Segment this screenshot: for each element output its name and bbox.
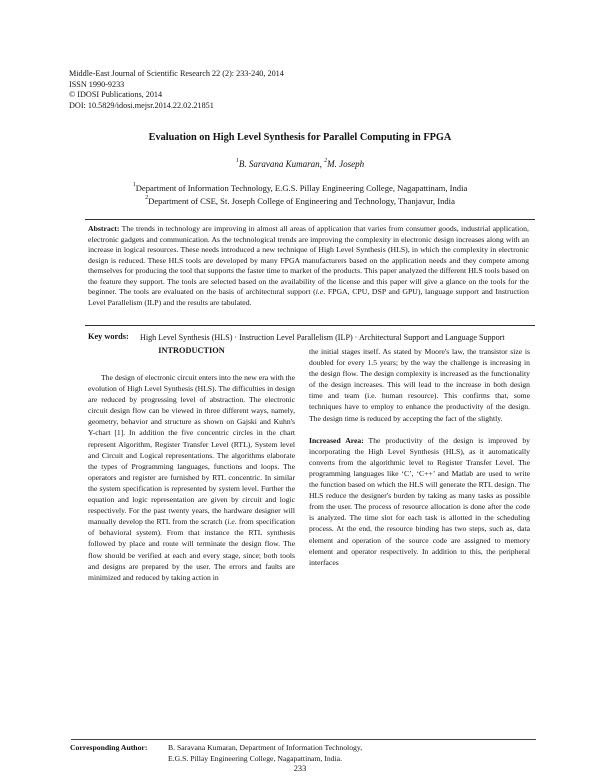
page-number: 233 — [293, 764, 307, 773]
author-1-mark: 1 — [235, 158, 239, 164]
keywords-text: High Level Synthesis (HLS) · Instruction Level Parallelism (ILP) · Architectural Support and Language Support — [140, 333, 505, 342]
journal-doi: DOI: 10.5829/idosi.mejsr.2014.22.02.21851 — [69, 100, 214, 110]
footer-rule — [71, 739, 536, 740]
increased-area-heading: Increased Area: — [309, 435, 364, 445]
abstract-top-rule — [85, 219, 535, 220]
intro-paragraph-continued: the initial stages itself. As stated by Moore's law, the transistor size is doubled for every 1.5 years; by the way the challenge is increasing in the design flow. The design complexity is increased as the functionality of the design increases. This will lead to the increase in both design time and team (i.e. human resource). This confirms that, some techniques have to employ to enhance the productivity of the design. The design time is reduced by accepting the fact of the slightly. — [309, 347, 530, 423]
abstract-block — [88, 224, 529, 308]
abstract-label: Abstract: — [88, 224, 120, 233]
intro-p1-ie: i.e. — [227, 517, 237, 527]
left-column — [88, 372, 295, 583]
affiliation-1-mark: 1 — [132, 182, 136, 188]
intro-p1-text-b: from specification of behavioral system). From that instance the RTL synthesis followed by place and route will terminate the design flow. The flow should be verified at each and every stage, since; both tools and designs are prepared by the user. The errors and faults are minimized and reduced by taking action in — [88, 517, 295, 582]
corresponding-author-line-2: E.G.S. Pillay Engineering College, Nagapattinam, India. — [168, 753, 342, 763]
journal-citation: Middle-East Journal of Scientific Research 22 (2): 233-240, 2014 — [69, 69, 284, 78]
author-2: M. Joseph — [327, 159, 365, 169]
intro-paragraph-1 — [88, 372, 295, 583]
author-2-mark: 2 — [324, 158, 328, 164]
corresponding-author-label: Corresponding Author: — [70, 743, 148, 752]
paper-title: Evaluation on High Level Synthesis for Parallel Computing in FPGA — [148, 132, 452, 143]
author-1: B. Saravana Kumaran, — [238, 159, 325, 169]
affiliation-2-mark: 2 — [145, 195, 149, 201]
corresponding-author-line-1: B. Saravana Kumaran, Department of Information Technology, — [168, 743, 363, 752]
journal-issn: ISSN 1990-9233 — [69, 79, 125, 89]
affiliation-2 — [0, 196, 600, 206]
abstract-bottom-rule — [85, 325, 535, 326]
journal-header — [69, 69, 489, 111]
affiliation-1 — [0, 183, 600, 193]
corresponding-author-details — [168, 743, 528, 764]
abstract-text-2: . FPGA, CPU, DSP and GPU), language support and Instruction Level Parallelism (ILP) and the results are tabulated. — [88, 287, 529, 307]
section-heading-introduction: INTRODUCTION — [158, 346, 225, 355]
affiliation-2-text: Department of CSE, St. Joseph College of Engineering and Technology, Thanjavur, India — [148, 196, 455, 206]
affiliation-1-text: Department of Information Technology, E.G.S. Pillay Engineering College, Nagapattinam, India — [135, 183, 468, 193]
abstract-text-1: The trends in technology are improving in almost all areas of application that varies from consumer goods, industrial application, electronic gadgets and communication. As the technological trends are improving the complexity in electronic design increases along with an increase in logical resources. These needs introduced a new technique of High Level Synthesis (HLS), in which the complexity in electronic design is reduced. These HLS tools are developed by many FPGA manufacturers based on the application needs and they compete among themselves for producing the tool that supports the faster time to market of the products. This paper analyzed the different HLS tools based on the feature they support. The tools are selected based on the availability of the license and this paper will give a glance on the tools for the beginner. The tools are evaluated on the basis of architectural support ( — [88, 224, 529, 297]
intro-p1-text-a: The design of electronic circuit enters into the new era with the evolution of High Level Synthesis (HLS). The difficulties in design are reduced by progressing level of abstraction. The electronic circuit design flow can be viewed in three different ways, namely, geometry, behavior and structure as shown on Gajski and Kuhn's Y-chart [1]. In addition the five concentric circles in the chart represent Algorithm, Register Transfer Level (RTL), System level and Circuit and Logical representations. The algorithms elaborate the types of Programming languages, functions and loops. The operators and register are furnished by RTL concentric. In similar the system specification is represented by system level. Further the equation and logic representation are given by circuit and logic respectively. For the past twenty years, the hardware designer will manually develop the RTL from the scratch ( — [88, 373, 295, 527]
keywords-label: Key words: — [88, 332, 129, 341]
journal-copyright: © IDOSI Publications, 2014 — [69, 90, 163, 100]
increased-area-text: The productivity of the design is improved by incorporating the High Level Synthesis (HLS), as it automatically converts from the algorithmic level to Register Transfer Level. The programming languages like ‘C’, ‘C++’ and Matlab are used to write the function based on which the HLS will generate the RTL design. The HLS reduce the designer's burden by taking as many tasks as possible from the user. The process of resource allocation is done after the code is analyzed. The time slot for each task is allotted in the scheduling process. At the end, the resource binding has two steps, such as, data element and operation of the source code are assigned to memory element and operator respectively. In addition to this, the peripheral interfaces — [309, 435, 530, 567]
author-list — [0, 159, 600, 169]
abstract-ie: i.e — [315, 287, 324, 297]
right-column — [309, 346, 530, 568]
increased-area-paragraph — [309, 435, 530, 568]
